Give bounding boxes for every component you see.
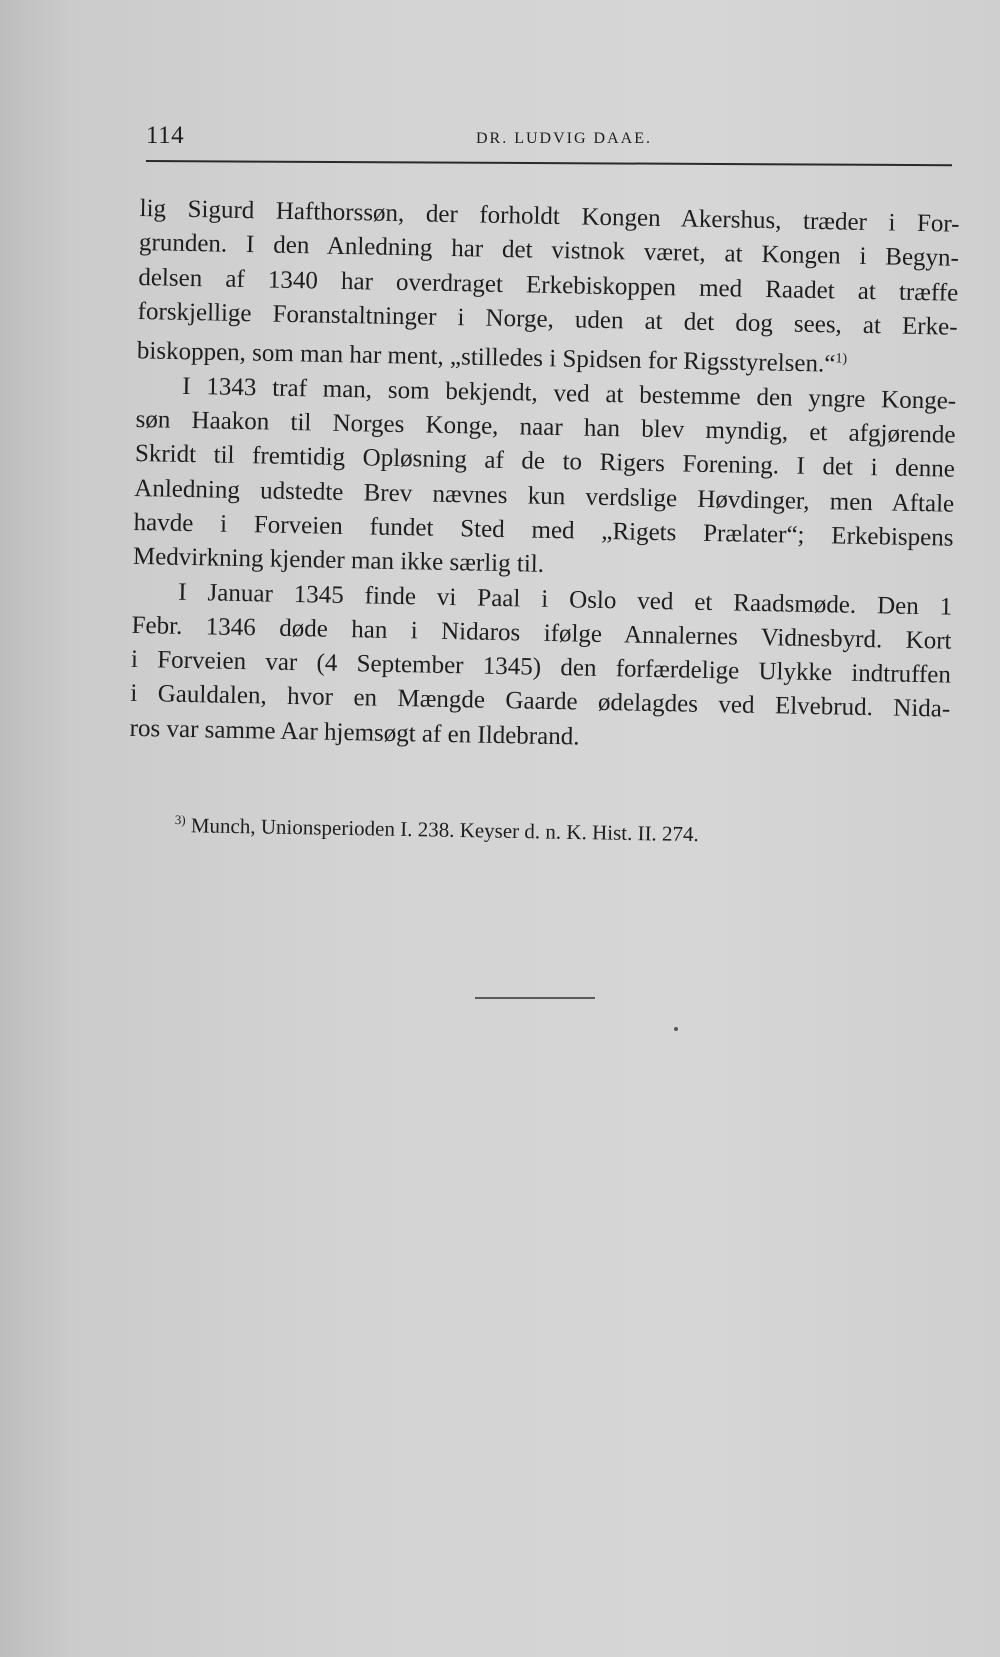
text-line: havde i Forveien fundet Sted med „Rigets Prælater“; Erkebispens [133,508,954,552]
text-line: Skridt til fremtidig Opløsning af de to Rigers Forening. I det i denne [134,440,956,484]
running-head [146,122,950,162]
text-line: Anledning udstedte Brev nævnes kun verdslige Høvdinger, men Aftale [134,474,955,518]
text-line-content: biskoppen, som man har ment, „stilledes i Spidsen for Rigsstyrelsen.“ [136,337,836,378]
footnote-text: Munch, Unionsperioden I. 238. Keyser d. n. K. Hist. II. 274. [190,813,700,847]
text-line: I Januar 1345 finde vi Paal i Oslo ved et Raadsmøde. Den 1 [178,578,953,621]
text-line: Medvirkning kjender man ikke særlig til. [132,543,545,579]
note-reference: 1) [835,351,848,367]
running-title: DR. LUDVIG DAAE. [476,130,652,147]
text-line: grunden. I den Anledning har det vistnok været, at Kongen i Begyn- [138,229,960,273]
text-line: lig Sigurd Hafthorssøn, der forholdt Kongen Akershus, træder i For- [139,194,960,238]
text-line: delsen af 1340 har overdraget Erkebiskoppen med Raadet at træffe [138,263,959,307]
text-line: søn Haakon til Norges Konge, naar han blev myndig, et afgjørende [135,406,956,449]
text-line: forskjellige Foranstaltninger i Norge, uden at det dog sees, at Erke- [137,297,958,341]
text-line: i Gauldalen, hvor en Mængde Gaarde ødelagdes ved Elvebrud. Nida- [130,680,951,724]
end-rule [475,997,595,999]
body-text [129,192,959,762]
page-number: 114 [146,122,185,149]
footnote [175,812,699,847]
text-line: i Forveien var (4 September 1345) den forfærdelige Ulykke indtruffen [130,646,952,689]
text-line: ros var samme Aar hjemsøgt af en Ildebrand. [129,714,580,751]
text-line: I 1343 traf man, som bekjendt, ved at bestemme den yngre Konge- [182,372,957,415]
footnote-marker: 3) [174,812,186,828]
text-line: Febr. 1346 døde han i Nidaros ifølge Annalernes Vidnesbyrd. Kort [131,611,952,655]
print-speck [674,1027,678,1031]
